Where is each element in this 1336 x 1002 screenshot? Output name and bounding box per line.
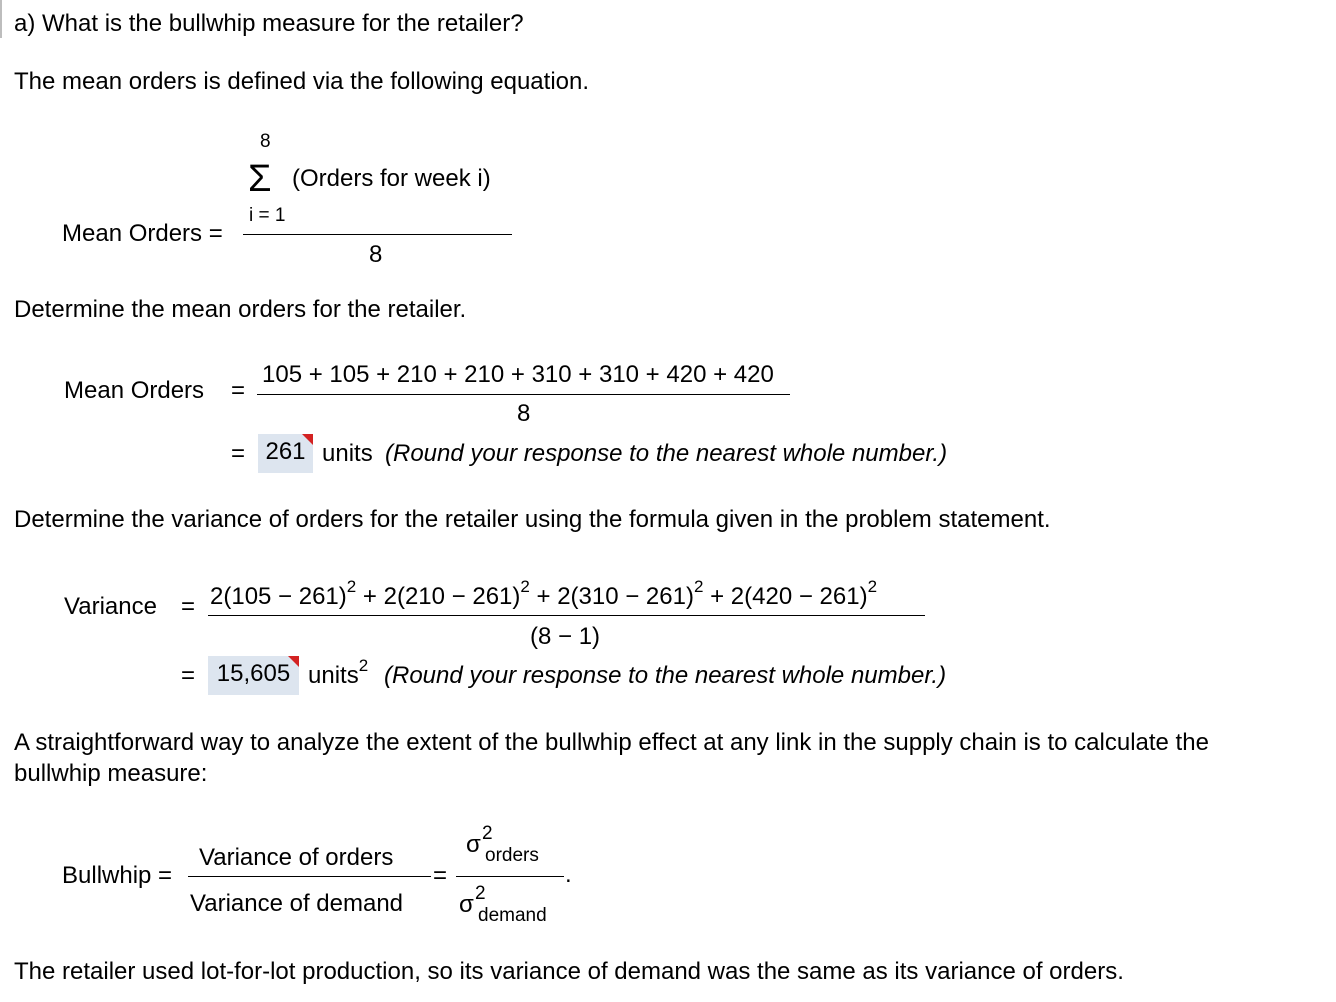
mean-round-note: (Round your response to the nearest whole number.) [385, 440, 948, 467]
bullwhip-intro-line-1: A straightforward way to analyze the extent of the bullwhip effect at any link in the supply chain is to calculate the [14, 729, 1209, 756]
feedback-flag-icon [302, 434, 313, 445]
variance-answer-value: 15,605 [216, 660, 291, 687]
mean-definition-label: Mean Orders = [62, 220, 223, 247]
equals-sign: = [181, 593, 196, 620]
orders-subscript: orders [485, 845, 539, 866]
fraction-bar [257, 394, 790, 395]
mean-numerator: 105 + 105 + 210 + 210 + 310 + 310 + 420 + 420 [262, 361, 774, 388]
bullwhip-denominator: Variance of demand [190, 890, 404, 917]
variance-term: + 2(310 − 261) [536, 583, 694, 610]
exponent: 2 [520, 577, 530, 596]
exponent: 2 [482, 823, 493, 844]
variance-denominator: (8 − 1) [530, 623, 601, 650]
fraction-bar [188, 876, 431, 877]
demand-subscript: demand [478, 905, 547, 926]
variance-numerator [210, 577, 878, 610]
equals-sign: = [231, 377, 246, 404]
equals-sign: = [231, 440, 246, 467]
sum-term: (Orders for week i) [292, 165, 491, 192]
mean-unit: units [322, 440, 373, 467]
fraction-bar [456, 876, 564, 877]
determine-mean-text: Determine the mean orders for the retailer. [14, 296, 467, 323]
sigma-orders: σ [466, 831, 481, 858]
exponent: 2 [475, 883, 486, 904]
fraction-bar [208, 615, 925, 616]
closing-text: The retailer used lot-for-lot production, so its variance of demand was the same as its variance of orders. [14, 958, 1124, 985]
variance-round-note: (Round your response to the nearest whole number.) [384, 662, 947, 689]
variance-answer-field[interactable] [208, 656, 299, 695]
left-border [0, 0, 2, 38]
part-heading: a) What is the bullwhip measure for the retailer? [14, 10, 524, 37]
equals-sign: = [433, 862, 448, 889]
variance-term: 2(105 − 261) [210, 583, 347, 610]
mean-calc-label: Mean Orders [64, 377, 205, 404]
sum-upper-limit: 8 [260, 131, 271, 152]
variance-unit [308, 656, 369, 689]
unit-exponent: 2 [358, 656, 369, 675]
sum-lower-limit: i = 1 [249, 205, 286, 226]
bullwhip-intro-line-2: bullwhip measure: [14, 760, 208, 787]
bullwhip-label: Bullwhip = [62, 862, 173, 889]
sigma-demand: σ [459, 891, 474, 918]
mean-answer-value: 261 [265, 438, 306, 465]
variance-unit-text: units [308, 662, 359, 689]
equals-sign: = [181, 662, 196, 689]
mean-denominator: 8 [517, 400, 531, 427]
determine-variance-text: Determine the variance of orders for the retailer using the formula given in the problem statement. [14, 506, 1051, 533]
bullwhip-numerator: Variance of orders [199, 844, 394, 871]
variance-term: + 2(420 − 261) [710, 583, 868, 610]
period: . [565, 861, 572, 888]
exponent: 2 [346, 577, 357, 596]
summation-symbol: Σ [248, 158, 272, 200]
exponent: 2 [693, 577, 704, 596]
fraction-bar [243, 234, 512, 235]
variance-term: + 2(210 − 261) [362, 583, 521, 610]
exponent: 2 [867, 577, 878, 596]
mean-definition-denominator: 8 [369, 241, 383, 268]
feedback-flag-icon [288, 656, 299, 667]
variance-calc-label: Variance [64, 593, 157, 620]
intro-text: The mean orders is defined via the following equation. [14, 68, 590, 95]
